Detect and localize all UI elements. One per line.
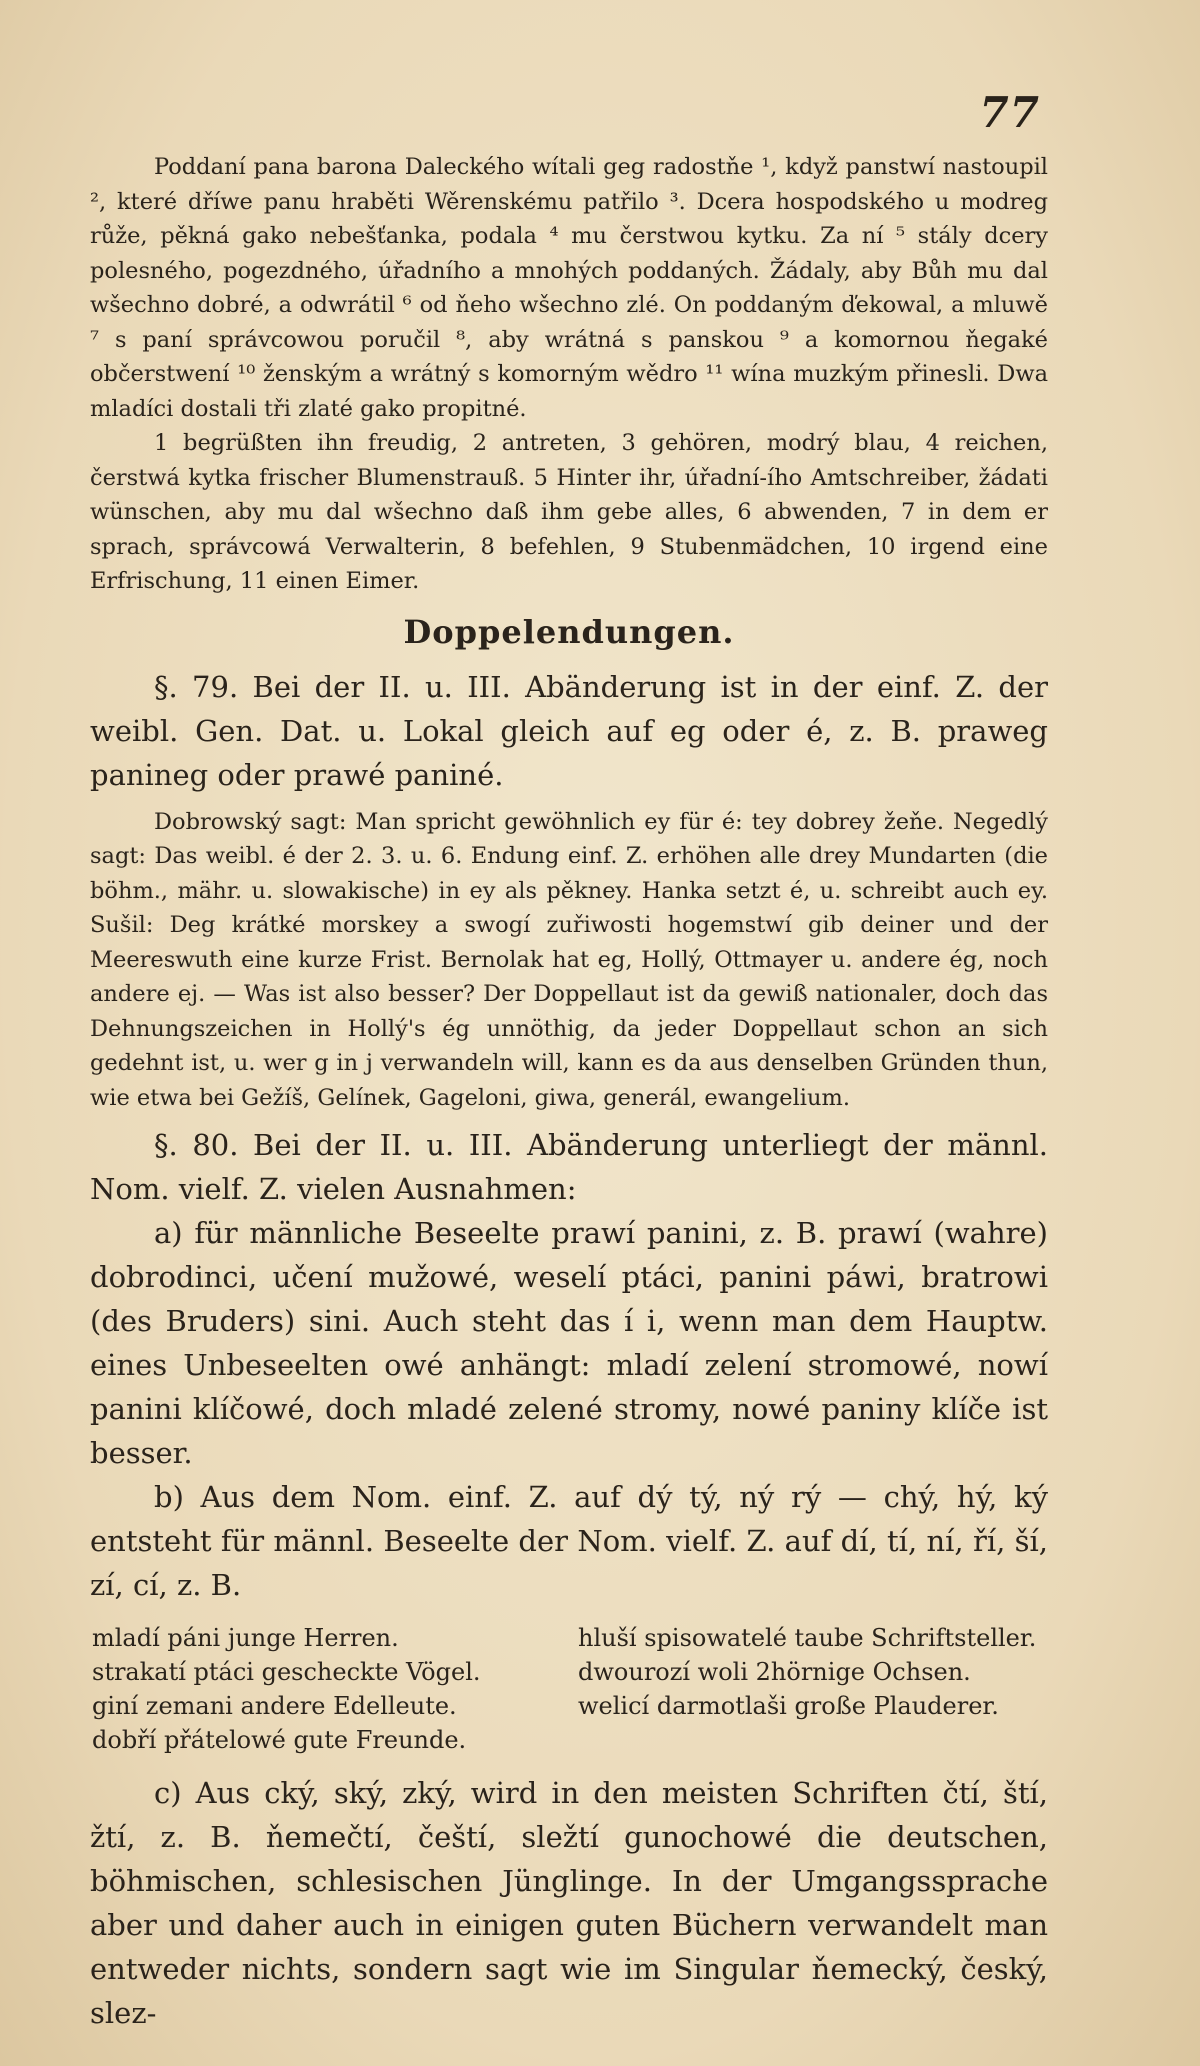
paragraph-79-notes: Dobrowský sagt: Man spricht gewöhnlich ey für é: tey dobrey žeňe. Negedlý sagt: Das weibl. é der 2. 3. u. 6. Endung einf. Z. erhöhen alle drey Mundarten (die böhm., mähr. u. slowakische) in ey als pěkney. Hanka setzt é, u. schreibt auch ey. Sušil: Deg krátké morskey a swogí zuřiwosti hogemstwí gib deiner und der Meereswuth eine kurze Frist. Bernolak hat eg, Hollý, Ottmayer u. andere ég, noch andere ej. — Was ist also besser? Der Doppellaut ist da gewiß nationaler, doch das Dehnungszeichen in Hollý's ég unnöthig, da jeder Doppellaut schon an sich gedehnt ist, u. wer g in j verwandeln will, kann es da aus denselben Gründen thun, wie etwa bei Gežíš, Gelínek, Gageloni, giwa, generál, ewangelium. (90, 808, 1048, 1111)
example-item: mladí páni junge Herren. (92, 1624, 399, 1652)
example-item: dobří přátelowé gute Freunde. (92, 1726, 467, 1754)
page-number: 77 (979, 88, 1040, 137)
paragraph-80c: c) Aus cký, ský, zký, wird in den meisten Schriften čtí, ští, žtí, z. B. ňemečtí, čeští, sležtí gunochowé die deutschen, böhmischen, schlesischen Jünglinge. In der Umgangssprache aber und daher auch in einigen guten Büchern verwandelt man entweder nichts, sondern sagt wie im Singular ňemecký, český, slez- (90, 1776, 1048, 2030)
paragraph-80b: b) Aus dem Nom. einf. Z. auf dý tý, ný rý — chý, hý, ký entsteht für männl. Beseelte der Nom. vielf. Z. auf dí, tí, ní, ří, ší, zí, cí, z. B. (90, 1480, 1048, 1602)
examples-table (90, 1621, 1048, 1757)
example-item: dwourozí woli 2hörnige Ochsen. (578, 1658, 971, 1686)
examples-left-column (92, 1621, 560, 1757)
section-heading: Doppelendungen. (403, 612, 735, 651)
paragraph-80: §. 80. Bei der II. u. III. Abänderung unterliegt der männl. Nom. vielf. Z. vielen Ausnahmen: (90, 1128, 1048, 1206)
paragraph-80a: a) für männliche Beseelte prawí panini, z. B. prawí (wahre) dobrodinci, učení mužowé, weselí ptáci, panini páwi, bratrowi (des Bruders) sini. Auch steht das í i, wenn man dem Hauptw. eines Unbeseelten owé anhängt: mladí zelení stromowé, nowí panini klíčowé, doch mladé zelené stromy, nowé paniny klíče ist besser. (90, 1216, 1048, 1470)
examples-right-column (578, 1621, 1046, 1757)
text-column (90, 150, 1048, 2035)
example-item: strakatí ptáci gescheckte Vögel. (92, 1658, 481, 1686)
example-item: giní zemani andere Edelleute. (92, 1692, 457, 1720)
example-item: welicí darmotlaši große Plauderer. (578, 1692, 999, 1720)
paragraph-79: §. 79. Bei der II. u. III. Abänderung ist in der einf. Z. der weibl. Gen. Dat. u. Lokal gleich auf eg oder é, z. B. praweg panineg oder prawé paniné. (90, 669, 1048, 792)
example-item: hluší spisowatelé taube Schriftsteller. (578, 1624, 1037, 1652)
reading-paragraph: Poddaní pana barona Daleckého wítali geg radostňe ¹, když panstwí nastoupil ², které dříwe panu hraběti Wěrenskému patřilo ³. Dcera hospodského u modreg růže, pěkná gako nebešťanka, podala ⁴ mu čerstwou kytku. Za ní ⁵ stály dcery polesného, pogezdného, úřadního a mnohých poddaných. Žádaly, aby Bůh mu dal wšechno dobré, a odwrátil ⁶ od ňeho wšechno zlé. On poddaným ďekowal, a mluwě ⁷ s paní správcowou poručil ⁸, aby wrátná s panskou ⁹ a komornou ňegaké občerstwení ¹⁰ ženským a wrátný s komorným wědro ¹¹ wína muzkým přinesli. Dwa mladíci dostali tři zlaté gako propitné. (90, 154, 1048, 422)
vocabulary-notes: 1 begrüßten ihn freudig, 2 antreten, 3 gehören, modrý blau, 4 reichen, čerstwá kytka frischer Blumenstrauß. 5 Hinter ihr, úřadní-ího Amtschreiber, žádati wünschen, aby mu dal wšechno daß ihm gebe alles, 6 abwenden, 7 in dem er sprach, správcowá Verwalterin, 8 befehlen, 9 Stubenmädchen, 10 irgend eine Erfrischung, 11 einen Eimer. (90, 430, 1048, 594)
